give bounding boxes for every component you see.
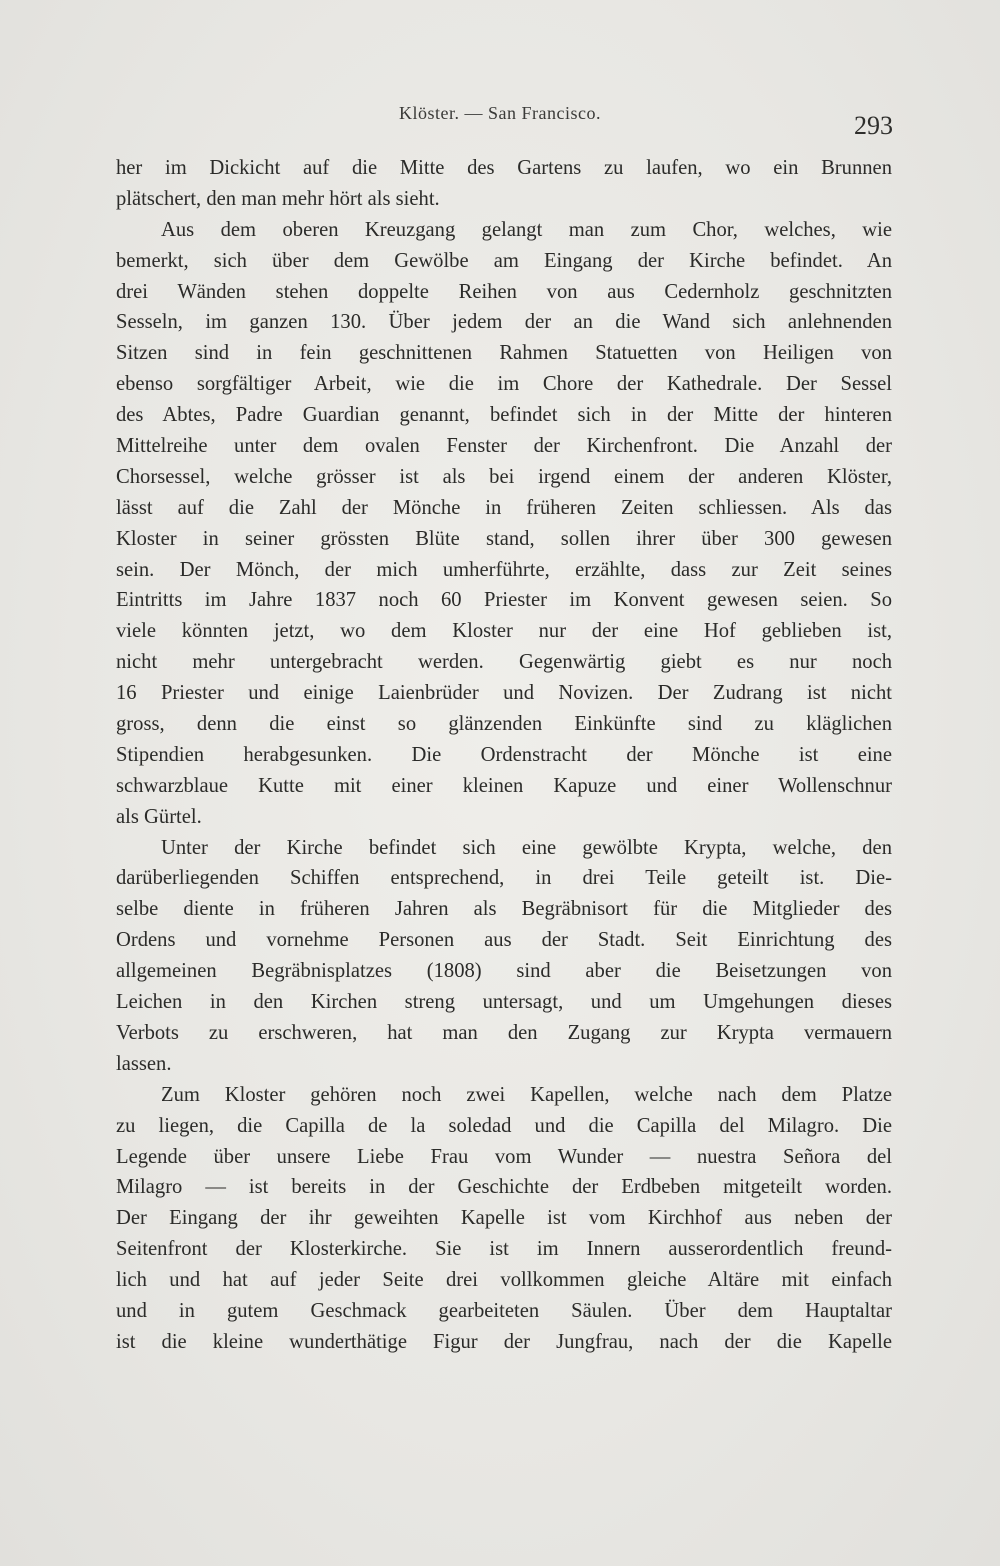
text-line: selbe diente in früheren Jahren als Begräbnisort für die Mitglieder des	[116, 898, 892, 921]
text-line: ebenso sorgfältiger Arbeit, wie die im Chore der Kathedrale. Der Sessel	[116, 373, 892, 396]
text-line: nicht mehr untergebracht werden. Gegenwärtig giebt es nur noch	[116, 651, 892, 674]
text-line: Sesseln, im ganzen 130. Über jedem der an die Wand sich anlehnenden	[116, 311, 892, 334]
text-line: Seitenfront der Klosterkirche. Sie ist im Innern ausserordentlich freund-	[116, 1238, 892, 1261]
text-line: 16 Priester und einige Laienbrüder und Novizen. Der Zudrang ist nicht	[116, 682, 892, 705]
text-line: Verbots zu erschweren, hat man den Zugang zur Krypta vermauern	[116, 1021, 892, 1044]
text-line: sein. Der Mönch, der mich umherführte, erzählte, dass zur Zeit seines	[116, 558, 892, 581]
text-line: Unter der Kirche befindet sich eine gewölbte Krypta, welche, den	[161, 836, 892, 859]
text-line: Chorsessel, welche grösser ist als bei irgend einem der anderen Klöster,	[116, 465, 892, 488]
text-line: viele könnten jetzt, wo dem Kloster nur der eine Hof geblieben ist,	[116, 620, 892, 643]
running-head	[0, 103, 1000, 140]
text-line: lassen.	[116, 1052, 172, 1075]
text-line: Mittelreihe unter dem ovalen Fenster der Kirchenfront. Die Anzahl der	[116, 435, 892, 458]
text-line: Ordens und vornehme Personen aus der Stadt. Seit Einrichtung des	[116, 929, 892, 952]
text-line: drei Wänden stehen doppelte Reihen von aus Cedernholz geschnitzten	[116, 280, 892, 303]
text-line: Leichen in den Kirchen streng untersagt, und um Umgehungen dieses	[116, 991, 892, 1014]
text-line: Eintritts im Jahre 1837 noch 60 Priester im Konvent gewesen seien. So	[116, 589, 892, 612]
text-line: zu liegen, die Capilla de la soledad und die Capilla del Milagro. Die	[116, 1114, 892, 1137]
text-line: des Abtes, Padre Guardian genannt, befindet sich in der Mitte der hinteren	[116, 404, 892, 427]
body-text	[116, 153, 892, 1393]
text-line: darüberliegenden Schiffen entsprechend, in drei Teile geteilt ist. Die-	[116, 867, 892, 890]
text-line: Der Eingang der ihr geweihten Kapelle ist vom Kirchhof aus neben der	[116, 1207, 892, 1230]
text-line: Legende über unsere Liebe Frau vom Wunder — nuestra Señora del	[116, 1145, 892, 1168]
text-line: Zum Kloster gehören noch zwei Kapellen, welche nach dem Platze	[161, 1083, 892, 1106]
text-line: lich und hat auf jeder Seite drei vollkommen gleiche Altäre mit einfach	[116, 1269, 892, 1292]
text-line: plätschert, den man mehr hört als sieht.	[116, 187, 440, 210]
text-line: Sitzen sind in fein geschnittenen Rahmen Statuetten von Heiligen von	[116, 342, 892, 365]
text-line: bemerkt, sich über dem Gewölbe am Eingang der Kirche befindet. An	[116, 249, 892, 272]
running-head-title: Klöster. — San Francisco.	[399, 103, 601, 123]
text-line: als Gürtel.	[116, 805, 202, 828]
text-line: ist die kleine wunderthätige Figur der Jungfrau, nach der die Kapelle	[116, 1330, 892, 1353]
text-line: allgemeinen Begräbnisplatzes (1808) sind aber die Beisetzungen von	[116, 960, 892, 983]
page-number: 293	[854, 111, 893, 140]
text-line: Stipendien herabgesunken. Die Ordenstracht der Mönche ist eine	[116, 743, 892, 766]
text-line: und in gutem Geschmack gearbeiteten Säulen. Über dem Hauptaltar	[116, 1299, 892, 1322]
text-line: Kloster in seiner grössten Blüte stand, sollen ihrer über 300 gewesen	[116, 527, 892, 550]
text-line: schwarzblaue Kutte mit einer kleinen Kapuze und einer Wollenschnur	[116, 774, 892, 797]
text-line: Milagro — ist bereits in der Geschichte der Erdbeben mitgeteilt worden.	[116, 1176, 892, 1199]
text-line: lässt auf die Zahl der Mönche in früheren Zeiten schliessen. Als das	[116, 496, 892, 519]
text-line: her im Dickicht auf die Mitte des Gartens zu laufen, wo ein Brunnen	[116, 157, 892, 179]
text-line: Aus dem oberen Kreuzgang gelangt man zum Chor, welches, wie	[161, 218, 892, 241]
text-line: gross, denn die einst so glänzenden Einkünfte sind zu kläglichen	[116, 713, 892, 736]
